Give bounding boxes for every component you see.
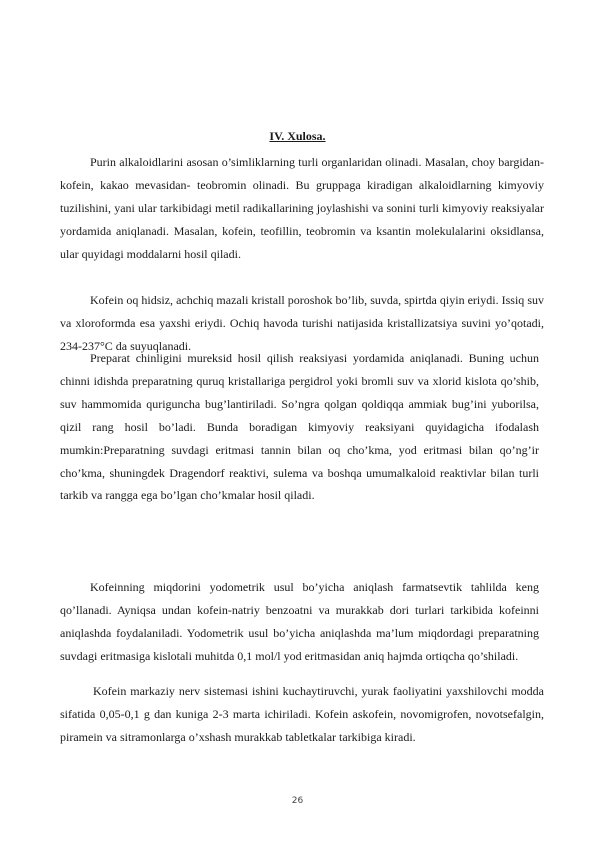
paragraph-iodometric-method: Kofeinning miqdorini yodometrik usul bo’yicha aniqlash farmatsevtik tahlilda keng qo’llanadi. Ayniqsa undan kofein-natriy benzoatni va murakkab dori turlari tarkibida kofeinni aniqlashda foydalaniladi. Yodometrik usul bo’yicha aniqlashda ma’lum miqdordagi preparatning suvdagi eritmasiga kislotali muhitda 0,1 mol/l yod eritmasidan aniq hajmda ortiqcha qo’shiladi. — [60, 580, 539, 663]
section-heading: IV. Xulosa. — [269, 129, 326, 143]
paragraph-caffeine-usage: Kofein markaziy nerv sistemasi ishini kuchaytiruvchi, yurak faoliyatini yaxshilovchi modda sifatida 0,05-0,1 g dan kuniga 2-3 marta ichiriladi. Kofein askofein, novomigrofen, novotsefalgin, piramein va sitramonlarga o’xshash murakkab tabletkalar tarkibiga kiradi. — [60, 684, 544, 744]
paragraph-caffeine-properties: Kofein oq hidsiz, achchiq mazali kristall poroshok bo’lib, suvda, spirtda qiyin eriydi. Issiq suv va xloroformda esa yaxshi eriydi. Ochiq havoda turishi natijasida kristallizatsiya suvini yo’qotadi, 234-237°C da suyuqlanadi. — [60, 293, 544, 353]
paragraph-purine-alkaloids: Purin alkaloidlarini asosan o’simliklarning turli organlaridan olinadi. Masalan, choy bargidan- kofein, kakao mevasidan- teobromin olinadi. Bu gruppaga kiradigan alkaloidlarning kimyoviy tuzilishini, yani ular tarkibidagi metil radikallarining joylashishi va sonini turli kimyoviy reaksiyalar yordamida aniqlanadi. Masalan, kofein, teofillin, teobromin va ksantin molekulalarini oksidlansa, ular quyidagi moddalarni hosil qiladi. — [60, 155, 544, 261]
paragraph-murexide-reaction: Preparat chinligini mureksid hosil qilish reaksiyasi yordamida aniqlanadi. Buning uchun chinni idishda preparatning quruq kristallariga pergidrol yoki bromli suv va xlorid kislota qo’shib, suv hammomida quriguncha bug’lantiriladi. So’ngra qolgan qoldiqqa ammiak bug’ini yuborilsa, qizil rang hosil bo’ladi. Bunda boradigan kimyoviy reaksiyani quyidagicha ifodalash mumkin:Preparatning suvdagi eritmasi tannin bilan oq cho’kma, yod eritmasi bilan qo’ng’ir cho’kma, shuningdek Dragendorf reaktivi, sulema va boshqa umumalkaloid reaktivlar bilan turli tarkib va rangga ega bo’lgan cho’kmalar hosil qiladi. — [60, 351, 539, 503]
page-number: 26 — [291, 796, 304, 806]
